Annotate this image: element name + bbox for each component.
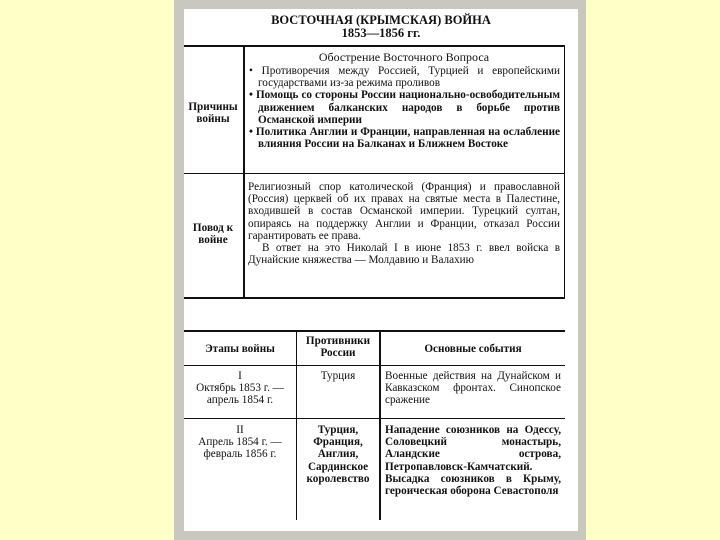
doc-title: ВОСТОЧНАЯ (КРЫМСКАЯ) ВОЙНА <box>271 13 491 27</box>
pretext-text <box>248 181 560 266</box>
stage-2 <box>186 424 294 461</box>
stage-1 <box>186 370 294 407</box>
header-stages: Этапы войны <box>205 343 275 355</box>
document-page <box>184 9 578 531</box>
list-item: • Политика Англии и Франции, направленная на ослабление влияния России на Балканах и Ближнем Востоке <box>249 126 560 151</box>
stage-1-opponents: Турция <box>320 370 356 382</box>
pretext-paragraph: В ответ на это Николай I в июне 1853 г. ввел войска в Дунайские княжества — Молдавию и Валахию <box>248 242 560 267</box>
stage-2-opponents: Турция, Франция, Англия, Сардинское королевство <box>306 424 370 485</box>
stage-2-events: Нападение союзников на Одессу, Соловецкий монастырь, Аландские острова, Петропавловск-Камчатский. Высадка союзников в Крыму, героическая оборона Севастополя <box>385 424 561 498</box>
header-opponents: Противники России <box>305 335 371 360</box>
header-events: Основные события <box>424 343 522 355</box>
causes-label: Причины войны <box>188 101 238 126</box>
causes-list <box>248 65 560 150</box>
list-item: • Помощь со стороны России национально-освободительным движением балканских народов в борьбе против Османской империи <box>249 89 560 126</box>
doc-subtitle: 1853—1856 гг. <box>341 26 421 40</box>
pretext-label: Повод к войне <box>192 222 234 247</box>
stage-number: I <box>238 370 242 382</box>
stage-period: Октябрь 1853 г. — апрель 1854 г. <box>196 382 284 407</box>
pretext-paragraph: Религиозный спор католической (Франция) и православной (Россия) церквей об их правах на святые места в Палестине, входившей в состав Османской империи. Турецкий султан, опираясь на поддержку Англии и Франции, отказал России гарантировать ее права. <box>248 181 560 242</box>
stage-number: II <box>236 424 244 436</box>
list-item: • Противоречия между Россией, Турцией и европейскими государствами из-за режима проливов <box>249 65 560 90</box>
stage-period: Апрель 1854 г. — февраль 1856 г. <box>198 436 282 461</box>
stage-1-events: Военные действия на Дунайском и Кавказском фронтах. Синопское сражение <box>385 370 561 407</box>
causes-heading: Обострение Восточного Вопроса <box>318 50 490 64</box>
